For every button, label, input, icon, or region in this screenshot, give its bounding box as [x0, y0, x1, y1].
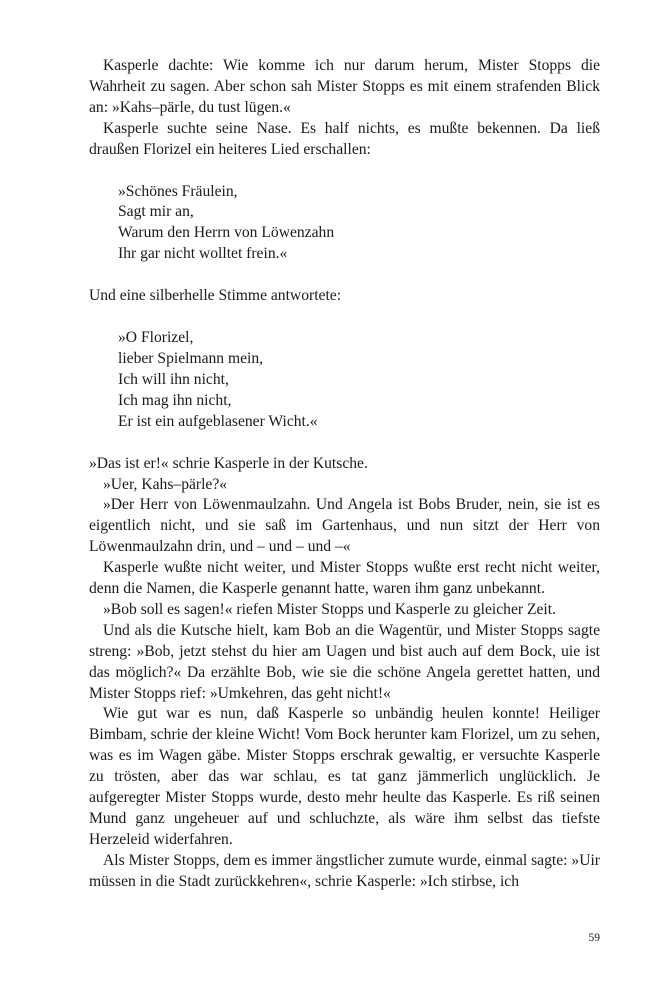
verse-block-song [89, 182, 600, 266]
verse-line: Ich will ihn nicht, [118, 370, 229, 388]
paragraph: Kasperle dachte: Wie komme ich nur darum herum, Mister Stopps die Wahrheit zu sagen. Aber schon sah Mister Stopps es mit einem strafenden Blick an: »Kahs–pärle, du tust lügen.« [89, 57, 600, 116]
paragraph: »Das ist er!« schrie Kasperle in der Kutsche. [89, 454, 368, 472]
verse-block-answer [89, 328, 600, 433]
blank-line [89, 307, 600, 328]
page-number: 59 [588, 932, 600, 944]
verse-line: Ihr gar nicht wolltet frein.« [118, 245, 288, 263]
paragraph: »Der Herr von Löwenmaulzahn. Und Angela ist Bobs Bruder, nein, sie ist es eigentlich nicht, und sie saß im Gartenhaus, und nun sitzt der Herr von Löwenmaulzahn drin, und – und – und –« [89, 496, 600, 556]
blank-line [89, 265, 600, 286]
blank-line [89, 433, 600, 454]
paragraph: »Uer, Kahs–pärle?« [103, 475, 228, 493]
paragraph: Kasperle suchte seine Nase. Es half nichts, es mußte bekennen. Da ließ draußen Florizel ein heiteres Lied erschallen: [89, 119, 600, 158]
verse-line: Ich mag ihn nicht, [118, 391, 232, 409]
paragraph: Und eine silberhelle Stimme antwortete: [89, 287, 342, 305]
verse-line: »Schönes Fräulein, [118, 182, 238, 200]
blank-line [89, 161, 600, 182]
verse-line: Warum den Herrn von Löwenzahn [118, 224, 335, 242]
paragraph: Wie gut war es nun, daß Kasperle so unbändig heulen konnte! Heiliger Bimbam, schrie der kleine Wicht! Vom Bock herunter kam Florizel, um zu sehen, was es im Wagen gäbe. Mister Stopps erschrak gewaltig, er versuchte Kasperle zu trösten, aber das war schlau, es tat ganz jämmerlich unglücklich. Je aufgeregter Mister Stopps wurde, desto mehr heulte das Kasperle. Es riß seinen Mund ganz ungeheuer auf und schluchzte, als wäre ihm selbst das tiefste Herzeleid widerfahren. [89, 705, 600, 848]
paragraph: Kasperle wußte nicht weiter, und Mister Stopps wußte erst recht nicht weiter, denn die Namen, die Kasperle genannt hatte, waren ihm ganz unbekannt. [89, 559, 600, 598]
verse-line: lieber Spielmann mein, [118, 349, 264, 367]
paragraph: Als Mister Stopps, dem es immer ängstlicher zumute wurde, einmal sagte: »Uir müssen in die Stadt zurückkehren«, schrie Kasperle: »Ich stirbse, ich [89, 851, 600, 890]
book-page [89, 56, 600, 893]
paragraph: Und als die Kutsche hielt, kam Bob an die Wagentür, und Mister Stopps sagte streng: »Bob, jetzt stehst du hier am Uagen und bist auch auf dem Bock, uie ist das möglich?« Da erzählte Bob, wie sie die schöne Angela gerettet hatten, und Mister Stopps rief: »Umkehren, das geht nicht!« [89, 621, 600, 702]
verse-line: »O Florizel, [118, 329, 194, 347]
verse-line: Sagt mir an, [118, 203, 194, 221]
paragraph: »Bob soll es sagen!« riefen Mister Stopps und Kasperle zu gleicher Zeit. [103, 600, 556, 618]
verse-line: Er ist ein aufgeblasener Wicht.« [118, 412, 318, 430]
